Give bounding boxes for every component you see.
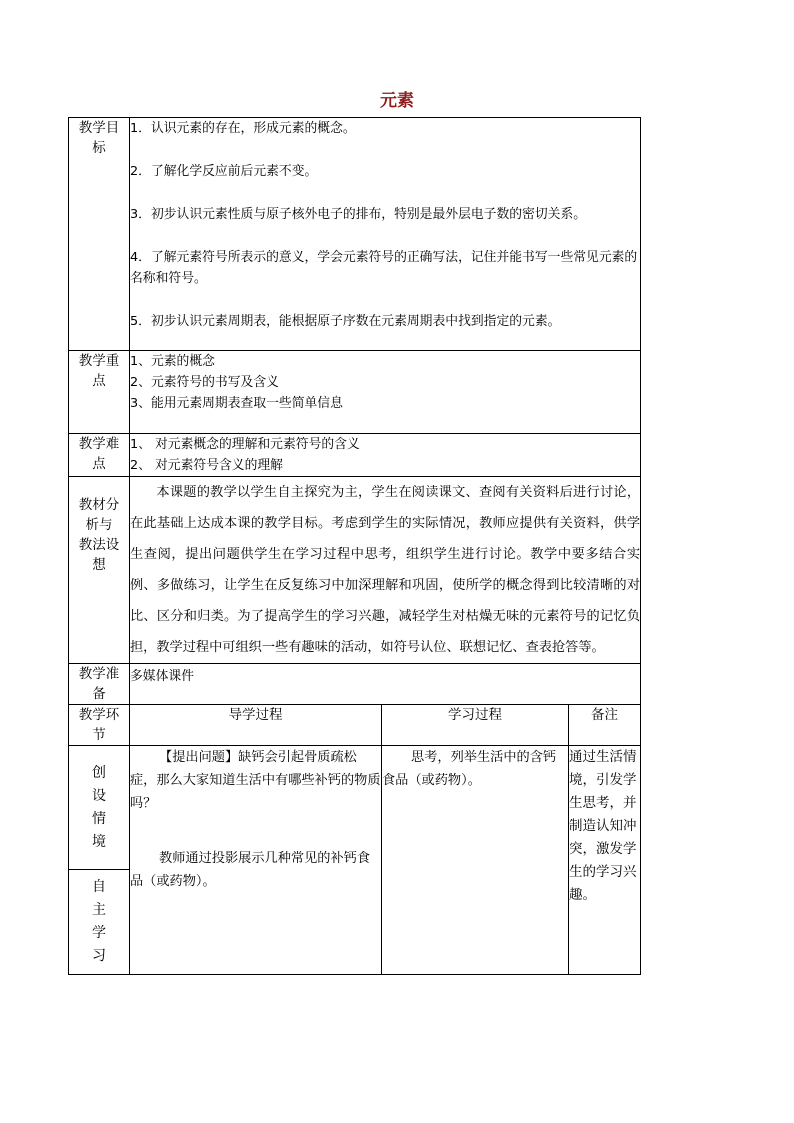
goals-label: 教学目 标 bbox=[69, 118, 130, 351]
row-analysis bbox=[69, 477, 641, 664]
stage-self-study: 自 主 学 习 bbox=[92, 879, 106, 964]
guide-content: 【提出问题】缺钙会引起骨质疏松症，那么大家知道生活中有哪些补钙的物质吗？ 教师通过投影展示几种常见的补钙食品（或药物）。 bbox=[130, 746, 382, 975]
key-point-item: 3、能用元素周期表查取一些简单信息 bbox=[130, 396, 343, 411]
goal-item: 3．初步认识元素性质与原子核外电子的排布，特别是最外层电子数的密切关系。 bbox=[130, 207, 587, 222]
row-process-header bbox=[69, 705, 641, 746]
row-difficulties bbox=[69, 434, 641, 477]
goal-item: 2．了解化学反应前后元素不变。 bbox=[130, 164, 318, 179]
page-title: 元素 bbox=[380, 91, 414, 111]
row-preparation bbox=[69, 664, 641, 705]
analysis-label: 教材分 析与 教法设 想 bbox=[69, 477, 130, 664]
goal-item: 1．认识元素的存在，形成元素的概念。 bbox=[130, 121, 356, 136]
key-points-content bbox=[130, 351, 641, 434]
difficulty-item: 1、 对元素概念的理解和元素符号的含义 bbox=[130, 437, 360, 452]
goal-item: 4．了解元素符号所表示的意义，学会元素符号的正确写法，记住并能书写一些常见元素的名称和符号。 bbox=[130, 250, 638, 286]
stage-header: 教学环 节 bbox=[69, 705, 130, 746]
lesson-plan-table bbox=[68, 117, 641, 975]
key-points-label: 教学重 点 bbox=[69, 351, 130, 434]
row-goals bbox=[69, 118, 641, 351]
stage-create-situation: 创 设 情 境 bbox=[69, 746, 129, 870]
note-content: 通过生活情境，引发学生思考，并制造认知冲突，激发学生的学习兴趣。 bbox=[569, 746, 641, 975]
key-point-item: 1、元素的概念 bbox=[130, 354, 215, 369]
difficulties-content bbox=[130, 434, 641, 477]
goals-content bbox=[130, 118, 641, 351]
guide-header: 导学过程 bbox=[130, 705, 382, 746]
row-stages bbox=[69, 746, 641, 975]
preparation-label: 教学准 备 bbox=[69, 664, 130, 705]
note-header: 备注 bbox=[569, 705, 641, 746]
analysis-content: 本课题的教学以学生自主探究为主，学生在阅读课文、查阅有关资料后进行讨论，在此基础上达成本课的教学目标。考虑到学生的实际情况，教师应提供有关资料，供学生查阅，提出问题供学生在学习过程中思考，组织学生进行讨论。教学中要多结合实例、多做练习，让学生在反复练习中加深理解和巩固，使所学的概念得到比较清晰的对比、区分和归类。为了提高学生的学习兴趣，减轻学生对枯燥无味的元素符号的记忆负担，教学过程中可组织一些有趣味的活动，如符号认位、联想记忆、查表抢答等。 bbox=[130, 477, 641, 664]
goal-item: 5．初步认识元素周期表，能根据原子序数在元素周期表中找到指定的元素。 bbox=[130, 314, 561, 329]
learn-content: 思考，列举生活中的含钙食品（或药物）。 bbox=[382, 746, 569, 975]
difficulty-item: 2、 对元素符号含义的理解 bbox=[130, 458, 283, 473]
key-point-item: 2、元素符号的书写及含义 bbox=[130, 375, 279, 390]
preparation-content: 多媒体课件 bbox=[130, 664, 641, 705]
stage-cells bbox=[69, 746, 130, 975]
difficulties-label: 教学难 点 bbox=[69, 434, 130, 477]
row-key-points bbox=[69, 351, 641, 434]
learn-header: 学习过程 bbox=[382, 705, 569, 746]
